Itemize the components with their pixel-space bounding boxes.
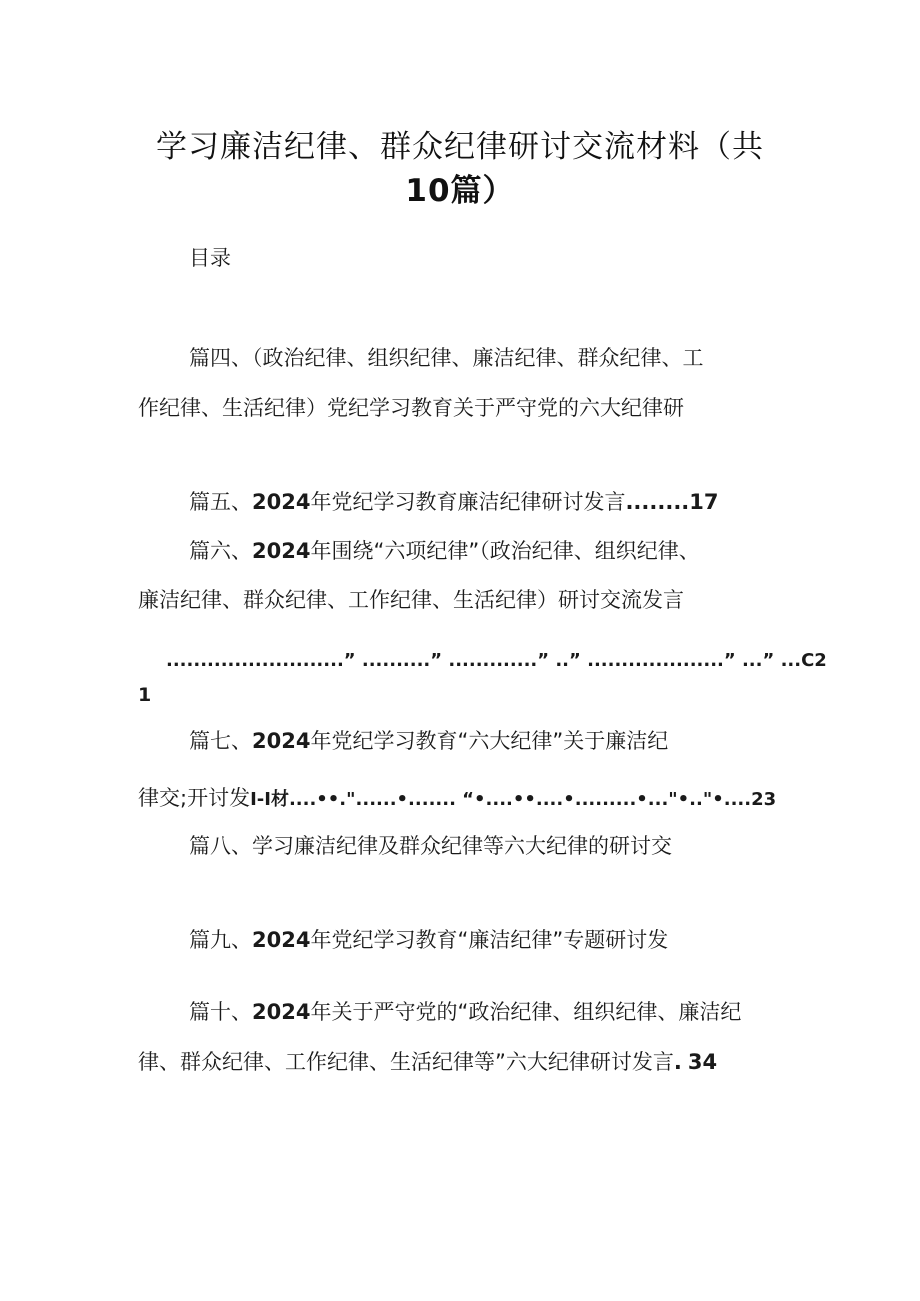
toc-entry-7-line-1 bbox=[189, 727, 668, 755]
toc-entry-10-leader: . bbox=[673, 1050, 682, 1074]
toc-entry-9-prefix: 篇九、 bbox=[189, 928, 252, 952]
toc-entry-9-year: 2024 bbox=[252, 928, 311, 952]
toc-entry-6-page: 1 bbox=[138, 684, 152, 706]
toc-entry-10-line-1 bbox=[189, 998, 741, 1026]
toc-entry-10-line-2 bbox=[138, 1048, 717, 1076]
toc-entry-7-text: 年党纪学习教育“六大纪律”关于廉洁纪 bbox=[310, 729, 669, 753]
toc-entry-9-line-1 bbox=[189, 926, 668, 954]
toc-entry-6-line-2: 廉洁纪律、群众纪律、工作纪律、生活纪律）研讨交流发言 bbox=[138, 588, 684, 612]
toc-entry-5-prefix: 篇五、 bbox=[189, 490, 252, 514]
toc-entry-10-page: 34 bbox=[687, 1050, 718, 1074]
toc-heading: 目录 bbox=[189, 246, 231, 270]
toc-entry-5-leader: ........ bbox=[625, 490, 690, 514]
toc-entry-10-year: 2024 bbox=[252, 1000, 311, 1024]
document-title-line-1: 学习廉洁纪律、群众纪律研讨交流材料（共 bbox=[156, 129, 764, 165]
toc-entry-6-line-1 bbox=[189, 537, 700, 565]
document-title-line-2: 10篇） bbox=[405, 173, 515, 209]
toc-entry-6-prefix: 篇六、 bbox=[189, 539, 252, 563]
toc-entry-6-text: 年围绕“六项纪律”（政治纪律、组织纪律、 bbox=[310, 539, 700, 563]
toc-entry-7-text-2: 律交;开讨发 bbox=[138, 786, 251, 810]
toc-entry-5-year: 2024 bbox=[252, 490, 311, 514]
toc-entry-10-prefix: 篇十、 bbox=[189, 1000, 252, 1024]
toc-entry-7-line-2 bbox=[138, 784, 776, 814]
toc-entry-6-year: 2024 bbox=[252, 539, 311, 563]
toc-entry-4-line-1: 篇四、（政治纪律、组织纪律、廉洁纪律、群众纪律、工 bbox=[189, 346, 704, 370]
toc-entry-9-text: 年党纪学习教育“廉洁纪律”专题研讨发 bbox=[310, 928, 669, 952]
toc-entry-10-text-2: 律、群众纪律、工作纪律、生活纪律等”六大纪律研讨发言 bbox=[138, 1050, 674, 1074]
toc-entry-7-prefix: 篇七、 bbox=[189, 729, 252, 753]
toc-entry-8-line-1: 篇八、学习廉洁纪律及群众纪律等六大纪律的研讨交 bbox=[189, 834, 672, 858]
toc-entry-5-line-1 bbox=[189, 488, 719, 516]
toc-entry-7-year: 2024 bbox=[252, 729, 311, 753]
toc-entry-6-leader: ..........................” ..........” .............” ..” ....................” ...” ...C2 bbox=[166, 650, 827, 671]
toc-entry-5-text: 年党纪学习教育廉洁纪律研讨发言 bbox=[310, 490, 626, 514]
toc-entry-10-text: 年关于严守党的“政治纪律、组织纪律、廉洁纪 bbox=[310, 1000, 742, 1024]
toc-entry-7-leader: I-I材....••."......•....... “•....••....•.........•..."•.."•....23 bbox=[250, 789, 777, 810]
toc-entry-4-line-2: 作纪律、生活纪律）党纪学习教育关于严守党的六大纪律研 bbox=[138, 396, 684, 420]
toc-entry-5-page: 17 bbox=[689, 490, 719, 514]
